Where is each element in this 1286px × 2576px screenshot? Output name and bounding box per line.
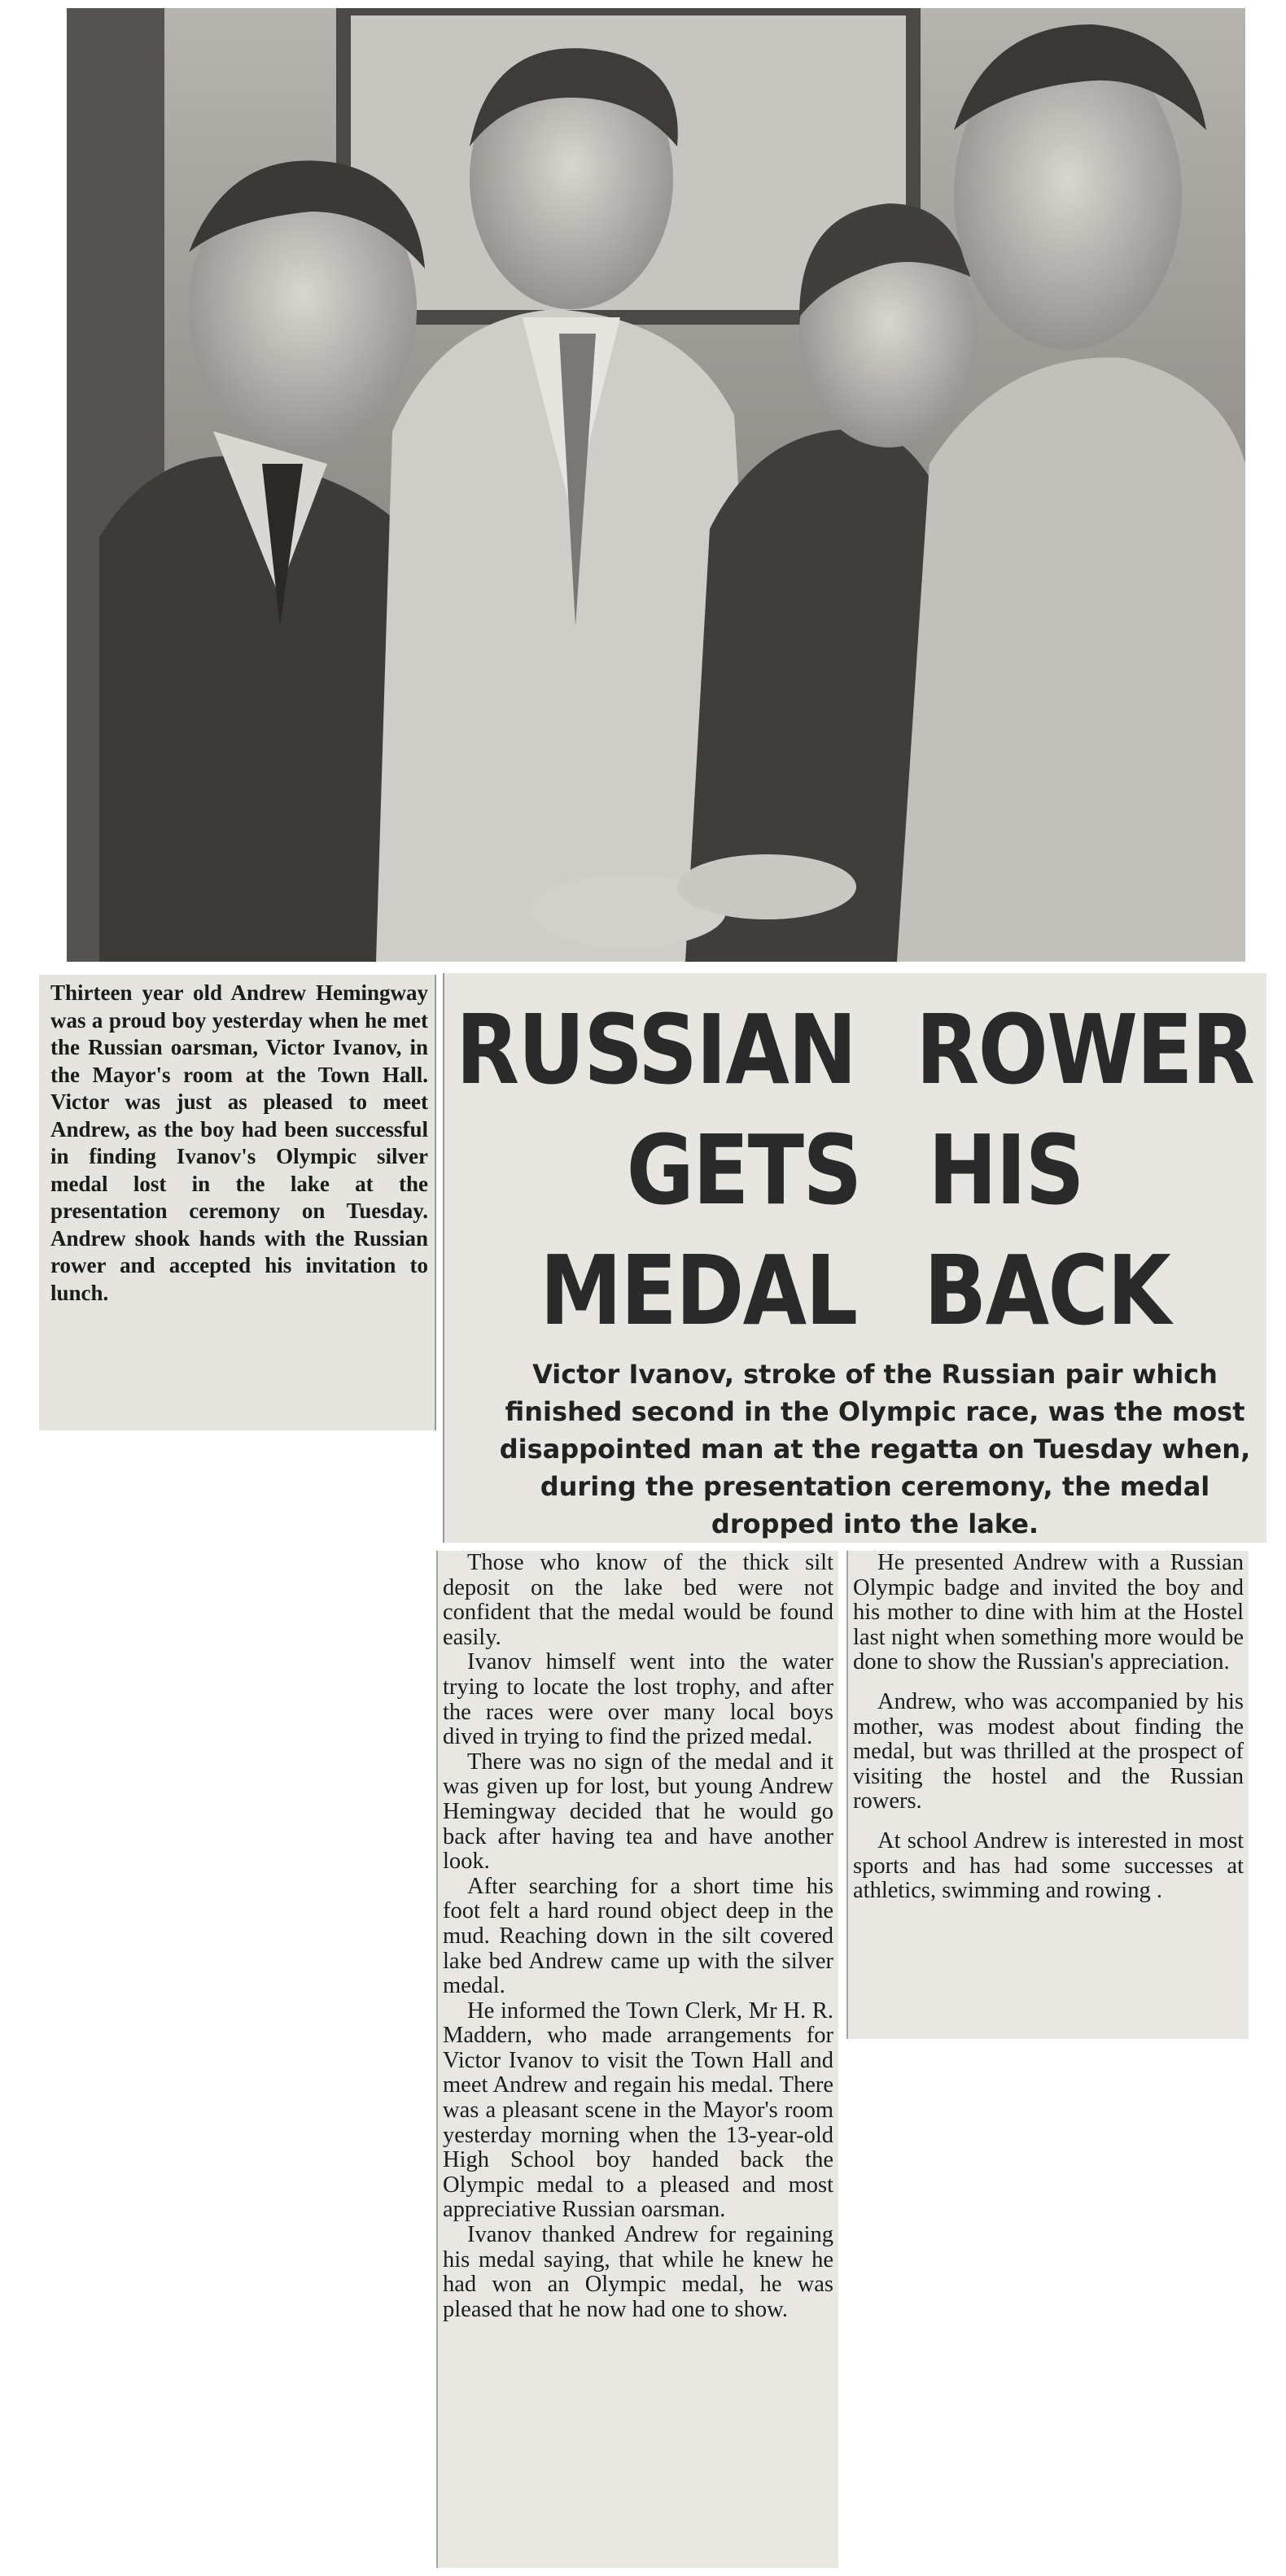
photo-placeholder-icon — [67, 8, 1245, 962]
headline-line-3 — [456, 1230, 1253, 1351]
story-column-right — [846, 1551, 1249, 2039]
headline-word: BACK — [923, 1234, 1170, 1347]
headline-line-2 — [456, 1110, 1253, 1230]
headline-word: GETS — [626, 1114, 861, 1226]
story-paragraph: After searching for a short time his foot felt a hard round object deep in the mud. Reaching down in the silt covered lake bed Andrew came up with the silver medal. — [443, 1873, 833, 1999]
caption-text: Thirteen year old Andrew Hemingway was a proud boy yesterday when he met the Russian oarsman, Victor Ivanov, in the Mayor's room at the Town Hall. Victor was just as pleased to meet Andrew, as the boy had been successful in finding Ivanov's Olympic silver medal lost in the lake at the presentation ceremony on Tuesday. Andrew shook hands with the Russian rower and accepted his invitation to lunch. — [50, 980, 428, 1305]
story-paragraph: At school Andrew is interested in most sports and has had some successes at athletics, swimming and rowing . — [853, 1827, 1244, 1904]
photo-caption — [39, 975, 436, 1430]
story-paragraph: Ivanov thanked Andrew for regaining his medal saying, that while he knew he had won an Olympic medal, he was pleased that he now had one to show. — [443, 2222, 833, 2322]
story-column-left — [436, 1551, 838, 2568]
news-photograph — [67, 8, 1245, 962]
story-paragraph: There was no sign of the medal and it was given up for lost, but young Andrew Hemingway decided that he would go back after having tea and have another look. — [443, 1749, 833, 1875]
story-paragraph: Andrew, who was accompanied by his mother, was modest about finding the medal, but was thrilled at the prospect of visiting the hostel and the Russian rowers. — [853, 1688, 1244, 1814]
story-paragraph: He informed the Town Clerk, Mr H. R. Maddern, who made arrangements for Victor Ivanov to visit the Town Hall and meet Andrew and regain his medal. There was a pleasant scene in the Mayor's room yesterday morning when the 13-year-old High School boy handed back the Olympic medal to a pleased and most appreciative Russian oarsman. — [443, 1997, 833, 2223]
standfirst: Victor Ivanov, stroke of the Russian pair which finished second in the Olympic race, was the most disappointed man at the regatta on Tuesday when, during the presentation ceremony, the medal dropped into the lake. — [499, 1359, 1251, 1539]
headline-word: ROWER — [916, 993, 1254, 1106]
headline — [456, 989, 1253, 1351]
headline-word: MEDAL — [540, 1234, 857, 1347]
headline-line-1 — [456, 989, 1253, 1110]
headline-word: RUSSIAN — [456, 993, 856, 1106]
story-paragraph: Those who know of the thick silt deposit on the lake bed were not confident that the medal would be found easily. — [443, 1550, 833, 1650]
story-paragraph: He presented Andrew with a Russian Olympic badge and invited the boy and his mother to dine with him at the Hostel last night when something more would be done to show the Russian's appreciation. — [853, 1550, 1244, 1675]
headline-word: HIS — [928, 1114, 1083, 1226]
story-paragraph: Ivanov himself went into the water trying to locate the lost trophy, and after the races were over many local boys dived in trying to find the prized medal. — [443, 1649, 833, 1750]
